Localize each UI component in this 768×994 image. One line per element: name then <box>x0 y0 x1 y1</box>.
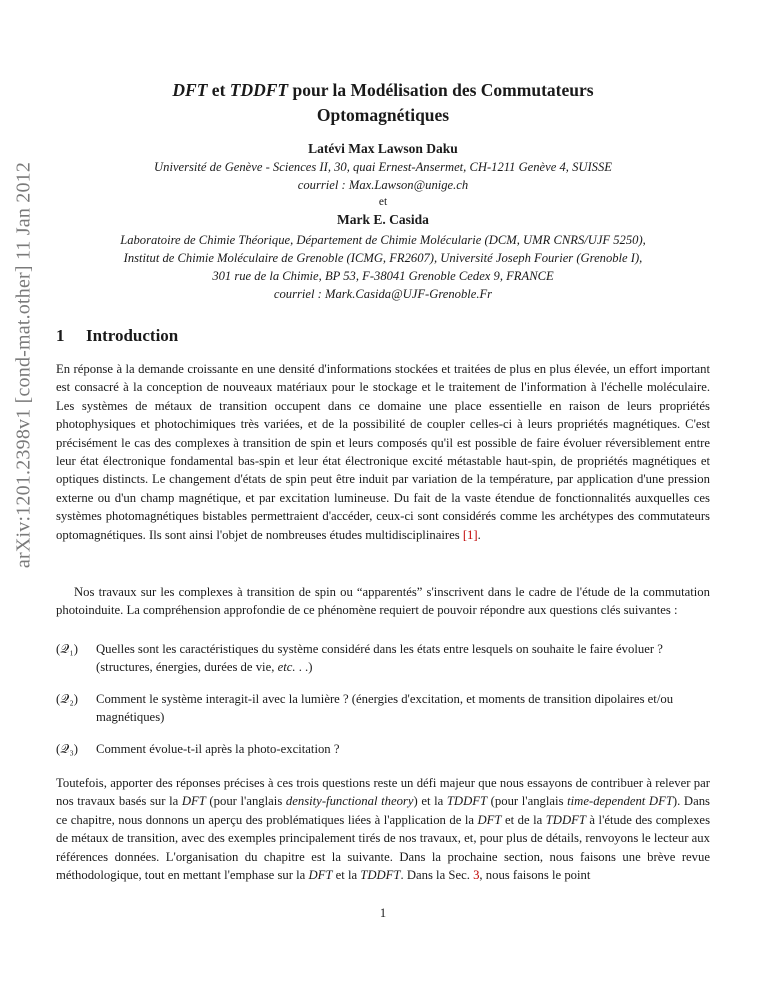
section-heading <box>56 326 178 346</box>
text-run: . Dans la Sec. <box>400 868 474 883</box>
paper-title <box>56 78 710 128</box>
question-item <box>56 690 710 727</box>
text-run: ) et la <box>413 794 447 809</box>
question-label: (𝒬₁) <box>56 642 78 656</box>
term-dft: DFT <box>477 812 502 827</box>
author-email[interactable]: courriel : Max.Lawson@unige.ch <box>297 178 469 192</box>
author-email[interactable]: courriel : Mark.Casida@UJF-Grenoble.Fr <box>273 287 493 301</box>
and-separator: et <box>378 196 388 208</box>
section-link[interactable]: 3 <box>473 868 480 883</box>
section-number: 1 <box>56 326 65 345</box>
title-rest: pour la Modélisation des Commutateurs <box>288 80 594 100</box>
title-line2: Optomagnétiques <box>316 105 450 125</box>
question-body: Quelles sont les caractéristiques du système considéré dans les états entre lesquels on souhaite le faire évoluer ? (structures, énergies, durées de vie, <box>96 642 663 675</box>
paragraph-methods <box>56 774 710 884</box>
arxiv-identifier[interactable]: arXiv:1201.2398v1 [cond-mat.other] 11 Jan 2012 <box>12 161 35 569</box>
term-english: density-functional theory <box>285 794 414 809</box>
text-run: et la <box>332 868 361 883</box>
text-run: (pour l'anglais <box>487 794 568 809</box>
page-number: 1 <box>379 906 387 920</box>
title-dft: DFT <box>172 80 208 100</box>
paragraph-end: . <box>477 527 481 542</box>
term-dft: DFT <box>181 794 206 809</box>
term-english: time-dependent DFT <box>567 794 673 809</box>
author-affiliation: Université de Genève - Sciences II, 30, quai Ernest-Ansermet, CH-1211 Genève 4, SUISSE <box>154 160 612 174</box>
author-name: Mark E. Casida <box>337 212 429 227</box>
author-affiliation: Laboratoire de Chimie Théorique, Département de Chimie Molécularie (DCM, UMR CNRS/UJF 5250), <box>120 233 646 247</box>
citation-link[interactable]: [1] <box>462 527 478 542</box>
section-title: Introduction <box>86 326 179 345</box>
question-text <box>96 640 710 677</box>
question-text: Comment évolue-t-il après la photo-excitation ? <box>96 742 340 756</box>
question-item <box>56 640 710 677</box>
paragraph-questions-intro: Nos travaux sur les complexes à transition de spin ou “apparentés” s'inscrivent dans le cadre de l'étude de la commutation photoinduite. La compréhension approfondie de ce phénomène requiert de pouvoir répondre aux questions clés suivantes : <box>56 585 710 618</box>
text-run: et de la <box>501 812 546 827</box>
text-run: à l'étude des complexes de métaux de transition, avec des exemples principalement tirés de nos travaux, et, pour plus de détails, renvoyons le lecteur aux références données. L'organisation du chapitre est la suivante. Dans la prochaine section, nous faisons une brève revue méthodologique, tout en mettant l'emphase sur la <box>56 812 711 883</box>
term-dft: DFT <box>308 868 333 883</box>
question-text: Comment le système interagit-il avec la lumière ? (énergies d'excitation, et moments de transition dipolaires et/ou magnétiques) <box>96 692 674 725</box>
title-et: et <box>207 80 230 100</box>
question-tail: . .) <box>295 660 313 675</box>
arxiv-stamp <box>8 20 40 710</box>
text-run: ). Dans ce chapitre, nous donnons un aperçu des problématiques liées à l'application de la <box>56 794 710 827</box>
text-run: (pour l'anglais <box>205 794 286 809</box>
term-tddft: TDDFT <box>545 812 586 827</box>
author-name: Latévi Max Lawson Daku <box>308 141 458 156</box>
text-run: Toutefois, apporter des réponses précises à ces trois questions reste un défi majeur que nous essayons de contribuer à relever par nos travaux basés sur la <box>56 776 710 809</box>
question-etc: etc. <box>277 660 296 675</box>
question-item <box>56 740 710 758</box>
question-label: (𝒬₂) <box>56 692 78 706</box>
text-run: , nous faisons le point <box>479 868 591 883</box>
author-affiliation: Institut de Chimie Moléculaire de Grenoble (ICMG, FR2607), Université Joseph Fourier (Grenoble I), <box>123 251 643 265</box>
title-tddft: TDDFT <box>229 80 289 100</box>
term-tddft: TDDFT <box>360 868 401 883</box>
author-affiliation: 301 rue de la Chimie, BP 53, F-38041 Grenoble Cedex 9, FRANCE <box>212 269 554 283</box>
term-tddft: TDDFT <box>446 794 488 809</box>
paragraph-intro <box>56 360 710 544</box>
paragraph-text: En réponse à la demande croissante en une densité d'informations stockées et traitées de plus en plus élevée, un effort important est consacré à la conception de nouveaux matériaux pour le stockage et le traitement de l'information à l'échelle moléculaire. Les systèmes de métaux de transition occupent dans ce domaine une place essentielle en raison de leurs propriétés photophysiques et photochimiques très variées, et de la possibilité de coupler celles-ci à leurs propriétés magnétiques. C'est précisément le cas des complexes à transition de spin et leurs composés qu'il est possible de faire évoluer réversiblement entre leur état électronique fondamental bas-spin et leur état électronique excité métastable haut-spin, de propriétés magnétiques et optiques distincts. Le changement d'états de spin peut être induit par variation de la température, par application d'une pression externe ou d'un champ magnétique, et par excitation lumineuse. Du fait de la vaste étendue de fonctionnalités auxquelles ces systèmes photomagnétiques bistables permettraient d'accéder, ceux-ci sont considérés comme les archétypes des commutateurs optomagnétiques. Ils sont ainsi l'objet de nombreuses études multidisciplinaires <box>56 362 710 542</box>
question-label: (𝒬₃) <box>56 742 78 756</box>
